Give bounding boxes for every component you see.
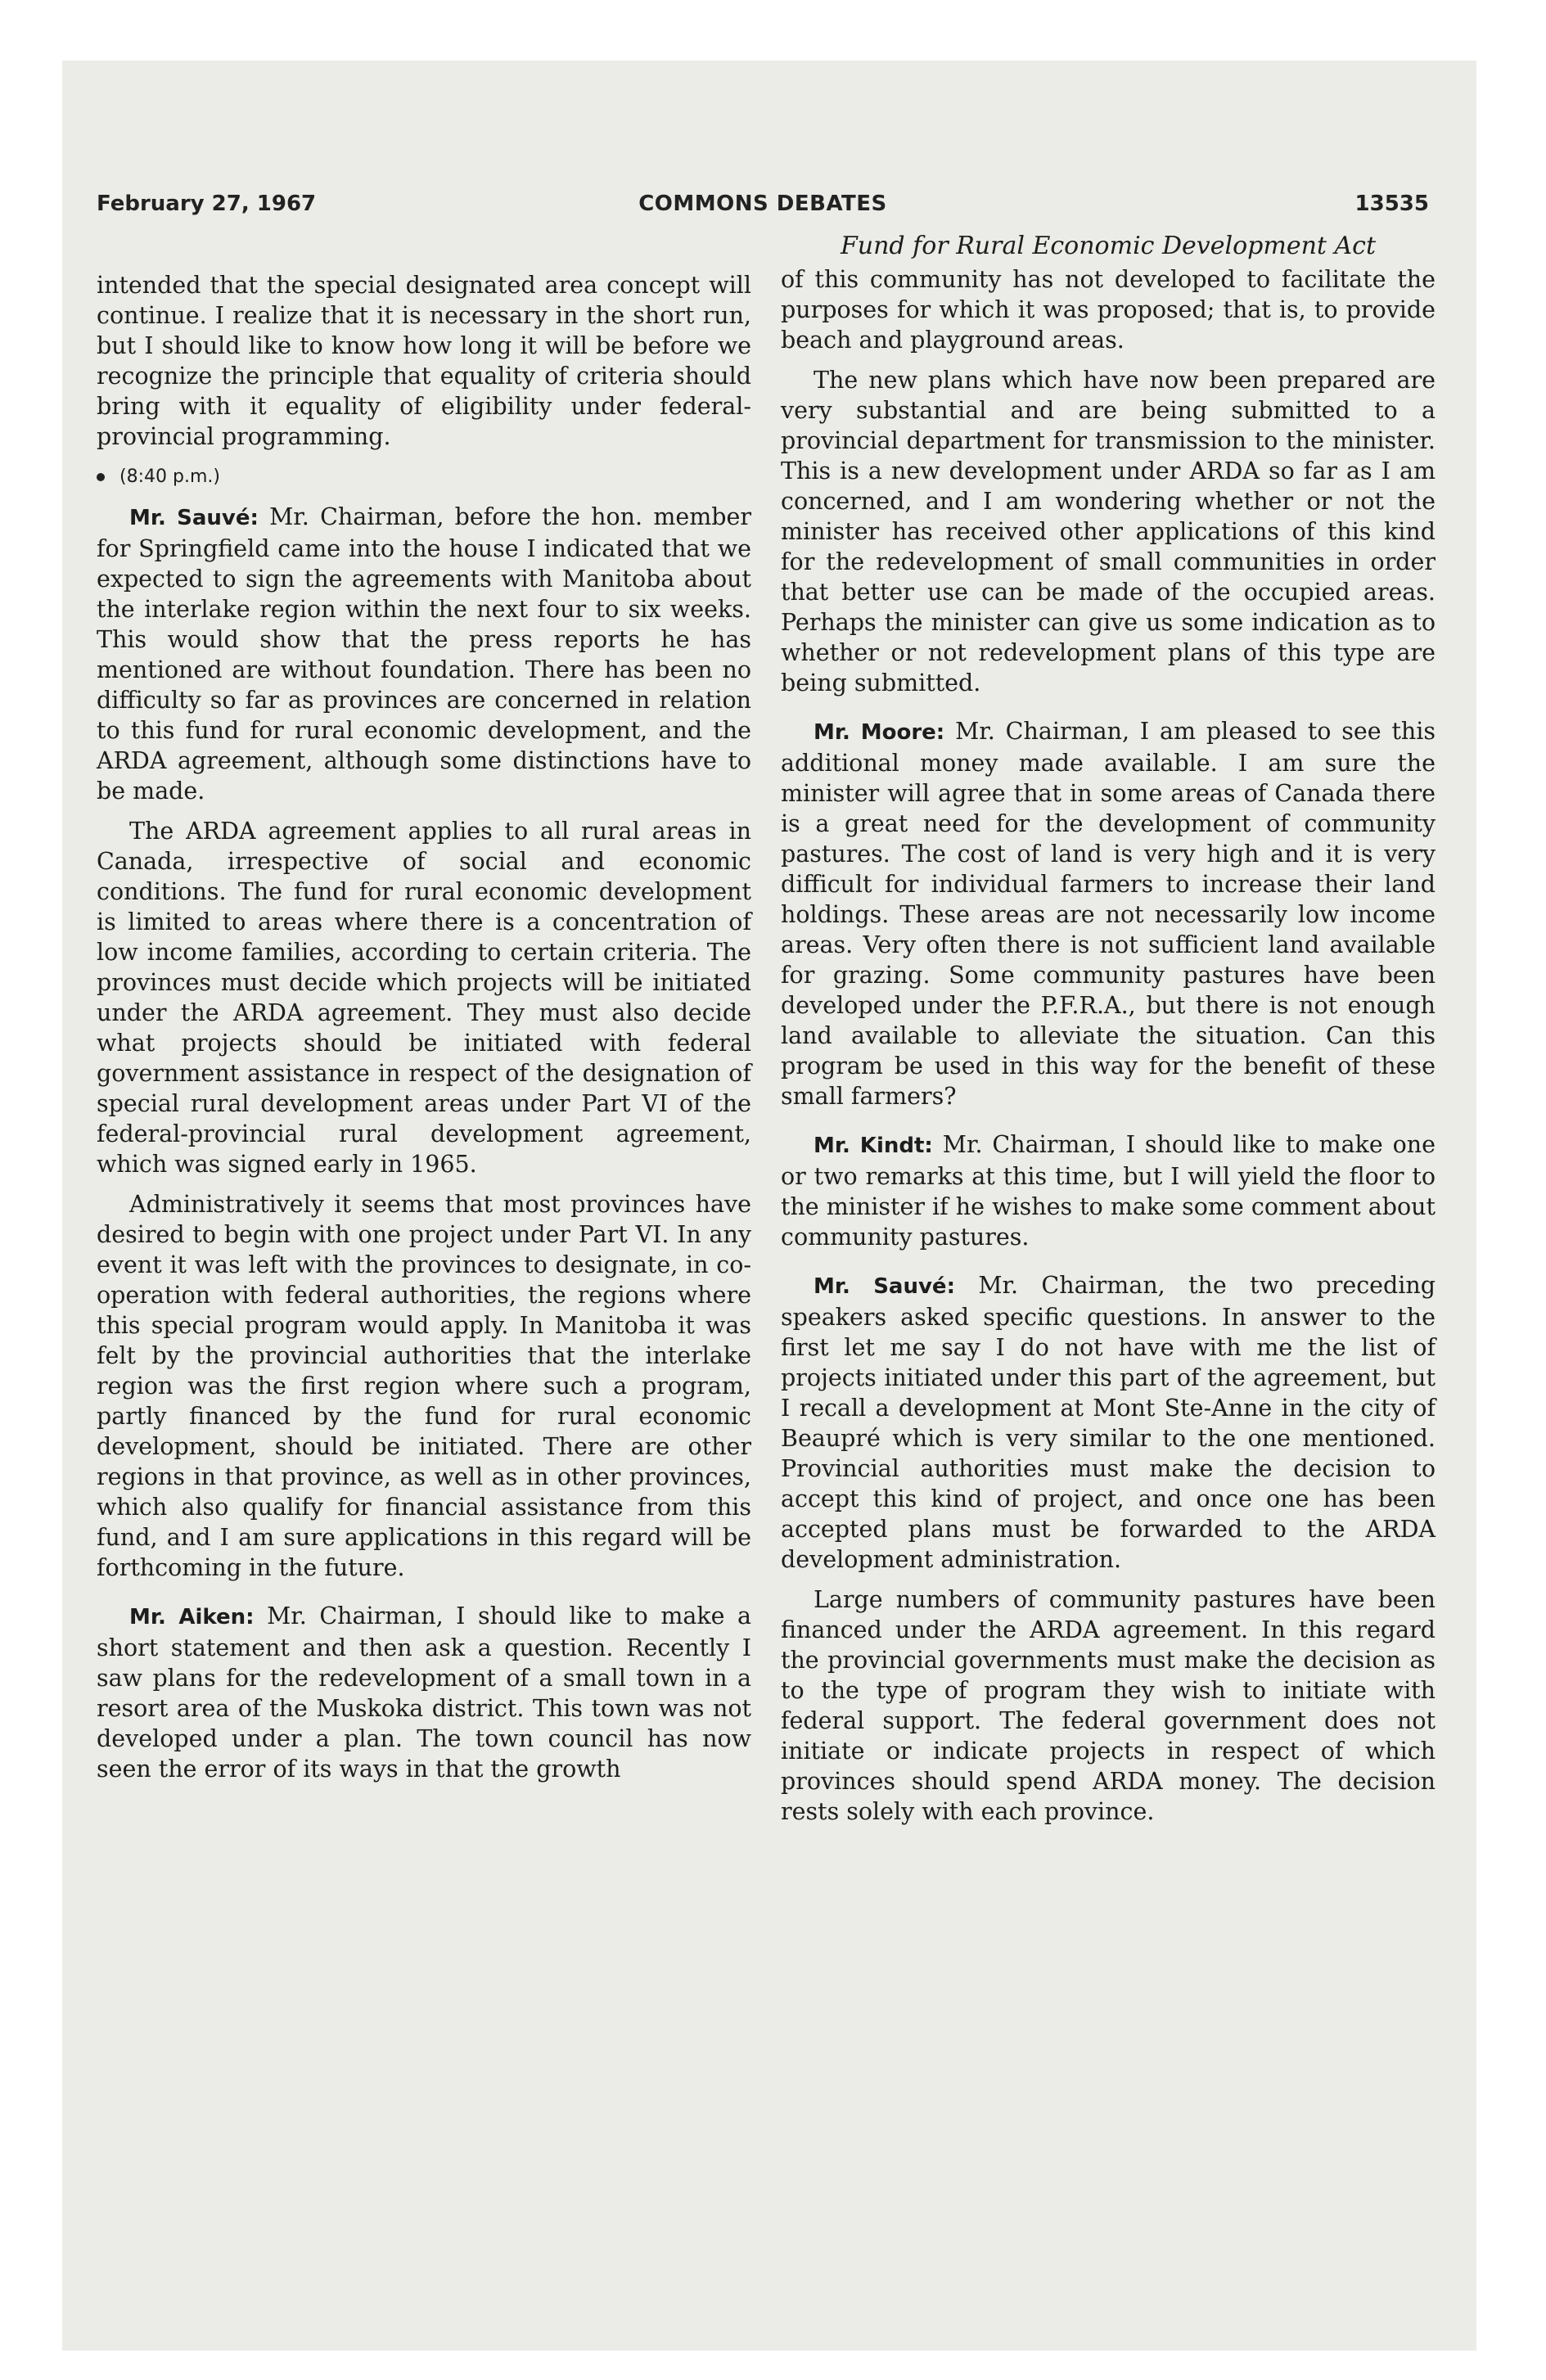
header-date: February 27, 1967 [97, 192, 317, 216]
paragraph: The new plans which have now been prepared are very substantial and are being submitted to a provincial department for transmission to the minister. This is a new development under ARDA so far as I am concerned, and I am wondering whether or not the minister has received other applications of this kind for the redevelopment of small communities in order that better use can be made of the occupied areas. Perhaps the minister can give us some indication as to whether or not redevelopment plans of this type are being submitted. [781, 367, 1436, 696]
speaker-name: Mr. Kindt: [814, 1134, 933, 1158]
time-stamp: (8:40 p.m.) [97, 462, 751, 492]
speaker-name: Mr. Moore: [814, 720, 945, 745]
right-column [781, 231, 1436, 1837]
speech-paragraph: Mr. Sauvé: Mr. Chairman, the two preceding speakers asked specific questions. In answer to the first let me say I do not have with me the list of projects initiated under this part of the agreement, but I recall a development at Mont Ste-Anne in the city of Beaupré which is very similar to the one mentioned. Provincial authorities must make the decision to accept this kind of project, and once one has been accepted plans must be forwarded to the ARDA development administration. [781, 1272, 1436, 1573]
paragraph: Administratively it seems that most provinces have desired to begin with one project under Part VI. In any event it was left with the provinces to designate, in co-operation with federal authorities, the regions where this special program would apply. In Manitoba it was felt by the provincial authorities that the interlake region was the first region where such a program, partly financed by the fund for rural economic development, should be initiated. There are other regions in that province, as well as in other provinces, which also qualify for financial assistance from this fund, and I am sure applications in this regard will be forthcoming in the future. [97, 1191, 751, 1581]
paragraph: intended that the special designated area concept will continue. I realize that it is necessary in the short run, but I should like to know how long it will be before we recognize the principle that equality of criteria should bring with it equality of eligibility under federal-provincial programming. [97, 272, 751, 450]
page-header [97, 192, 1429, 224]
speaker-name: Mr. Sauvé: [129, 506, 259, 530]
page-number: 13535 [1354, 192, 1429, 216]
left-column [97, 270, 751, 1794]
paragraph: The ARDA agreement applies to all rural areas in Canada, irrespective of social and economic conditions. The fund for rural economic development is limited to areas where there is a concentration of low income families, according to certain criteria. The provinces must decide which projects will be initiated under the ARDA agreement. They must also decide what projects should be initiated with federal government assistance in respect of the designation of special rural development areas under Part VI of the federal-provincial rural development agreement, which was signed early in 1965. [97, 818, 751, 1178]
paragraph: Large numbers of community pastures have been financed under the ARDA agreement. In this regard the provincial governments must make the decision as to the type of program they wish to initiate with federal support. The federal government does not initiate or indicate projects in respect of which provinces should spend ARDA money. The decision rests solely with each province. [781, 1586, 1436, 1825]
speaker-name: Mr. Aiken: [129, 1605, 255, 1629]
speech-paragraph: Mr. Kindt: Mr. Chairman, I should like to make one or two remarks at this time, but I will yield the floor to the minister if he wishes to make some comment about community pastures. [781, 1131, 1436, 1251]
speech-paragraph: Mr. Moore: Mr. Chairman, I am pleased to see this additional money made available. I am sure the minister will agree that in some areas of Canada there is a great need for the development of community pastures. The cost of land is very high and it is very difficult for individual farmers to increase their land holdings. These areas are not necessarily low income areas. Very often there is not sufficient land available for grazing. Some community pastures have been developed under the P.F.R.A., but there is not enough land available to alleviate the situation. Can this program be used in this way for the benefit of these small farmers? [781, 718, 1436, 1110]
speech-paragraph: Mr. Sauvé: Mr. Chairman, before the hon. member for Springfield came into the house I indicated that we expected to sign the agreements with Manitoba about the interlake region within the next four to six weeks. This would show that the press reports he has mentioned are without foundation. There has been no difficulty so far as provinces are concerned in relation to this fund for rural economic development, and the ARDA agreement, although some distinctions have to be made. [97, 503, 751, 805]
speech-paragraph: Mr. Aiken: Mr. Chairman, I should like to make a short statement and then ask a question. Recently I saw plans for the redevelopment of a small town in a resort area of the Muskoka district. This town was not developed under a plan. The town council has now seen the error of its ways in that the growth [97, 1602, 751, 1783]
bullet-icon [97, 473, 105, 481]
speaker-name: Mr. Sauvé: [814, 1274, 955, 1299]
paragraph: of this community has not developed to facilitate the purposes for which it was proposed; that is, to provide beach and playground areas. [781, 266, 1436, 354]
section-subhead: Fund for Rural Economic Development Act [840, 232, 1377, 260]
header-title: COMMONS DEBATES [638, 192, 887, 216]
